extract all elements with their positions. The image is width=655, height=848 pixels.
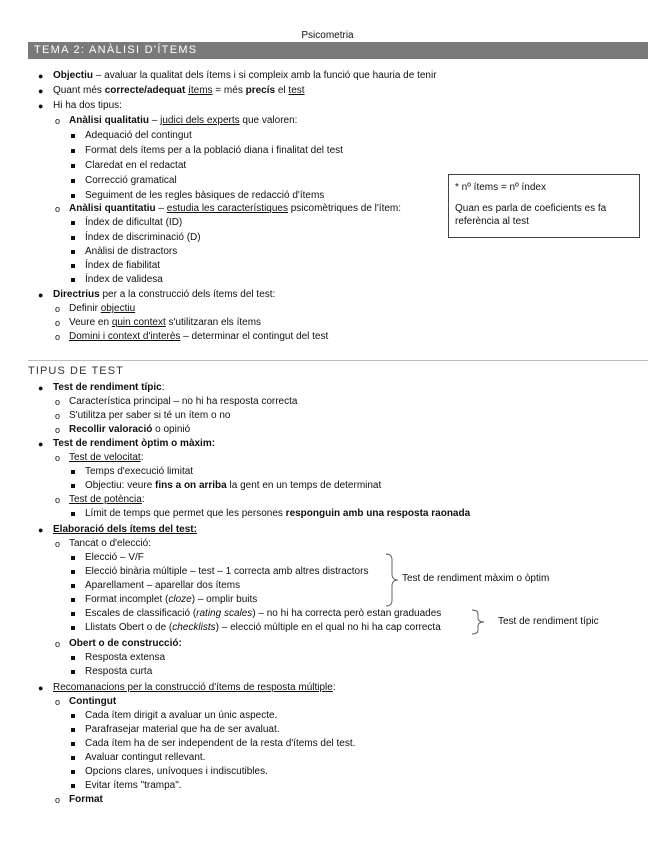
bullet <box>71 149 75 153</box>
bullet <box>71 236 75 240</box>
text-line: Característica principal – no hi ha resposta correcta <box>69 396 298 407</box>
text-line: Índex de fiabilitat <box>85 260 161 271</box>
text-line: Anàlisi de distractors <box>85 246 178 257</box>
text-line: Evitar ítems "trampa". <box>85 780 182 791</box>
bullet: o <box>55 425 61 435</box>
text-line: Elaboració dels ítems del test: <box>53 524 197 535</box>
bullet: ● <box>38 86 44 96</box>
text-line: Escales de classificació (rating scales) – no hi ha correcta però estan graduades <box>85 608 442 619</box>
bullet <box>71 484 75 488</box>
note-line: * nº ítems = nº índex <box>455 182 546 193</box>
text-line: Resposta curta <box>85 666 153 677</box>
text-line: Objectiu – avaluar la qualitat dels ítems i si compleix amb la funció que hauria de tenir <box>53 70 437 81</box>
bullet: o <box>55 116 61 126</box>
text-line: Anàlisi qualitatiu – judici dels experts que valoren: <box>69 115 298 126</box>
bullet <box>71 612 75 616</box>
bullet <box>71 756 75 760</box>
bullet: o <box>55 318 61 328</box>
bracket-label-typical: Test de rendiment típic <box>498 616 599 627</box>
text-line: Avaluar contingut rellevant. <box>85 752 206 763</box>
bullet <box>71 728 75 732</box>
bullet <box>71 470 75 474</box>
text-line: Veure en quin context s'utilitzaran els ítems <box>69 317 262 328</box>
text-line: Test de rendiment òptim o màxim: <box>53 438 216 449</box>
bullet: o <box>55 204 61 214</box>
bullet <box>71 670 75 674</box>
text-line: Seguiment de les regles bàsiques de redacció d'ítems <box>85 190 325 201</box>
bullet: ● <box>38 525 44 535</box>
text-line: Definir objectiu <box>69 303 136 314</box>
text-line: Índex de validesa <box>85 274 163 285</box>
text-line: Cada ítem dirigit a avaluar un únic aspecte. <box>85 710 278 721</box>
bullet <box>71 626 75 630</box>
text-line: Opcions clares, unívoques i indiscutibles. <box>85 766 268 777</box>
text-line: Parafrasejar material que ha de ser avaluat. <box>85 724 280 735</box>
text-line: Objectiu: veure fins a on arriba la gent en un temps de determinat <box>85 480 382 491</box>
bullet <box>71 656 75 660</box>
text-line: Límit de temps que permet que les persones responguin amb una resposta raonada <box>85 508 471 519</box>
bullet <box>71 570 75 574</box>
bullet <box>71 742 75 746</box>
bullet <box>71 179 75 183</box>
text-line: Tancat o d'elecció: <box>69 538 151 549</box>
text-line: Resposta extensa <box>85 652 166 663</box>
text-line: Adequació del contingut <box>85 130 192 141</box>
bracket-label-max: Test de rendiment màxim o òptim <box>402 573 550 584</box>
text-line: Quant més correcte/adequat ítems = més precís el test <box>53 85 305 96</box>
text-line: Recollir valoració o opinió <box>69 424 191 435</box>
text-line: Temps d'execució limitat <box>85 466 194 477</box>
bullet <box>71 584 75 588</box>
note-box <box>448 174 640 238</box>
text-line: Test de potència: <box>69 494 145 505</box>
bullet <box>71 714 75 718</box>
bullet <box>71 164 75 168</box>
text-line: Format <box>69 794 103 805</box>
text-line: Format dels ítems per a la població diana i finalitat del test <box>85 145 343 156</box>
note-line: Quan es parla de coeficients es fa referència al test <box>455 203 607 227</box>
text-line: Aparellament – aparellar dos ítems <box>85 580 241 591</box>
bullet <box>71 194 75 198</box>
text-line: Llistats Obert o de (checklists) – elecció múltiple en el qual no hi ha cap correcta <box>85 622 441 633</box>
text-line: Domini i context d'interès – determinar el contingut del test <box>69 331 329 342</box>
section-title: TIPUS DE TEST <box>28 360 648 377</box>
text-line: Test de rendiment típic: <box>53 382 165 393</box>
text-line: Índex de discriminació (D) <box>85 232 201 243</box>
text-line: Format incomplet (cloze) – omplir buits <box>85 594 258 605</box>
bullet: o <box>55 639 61 649</box>
bullet: ● <box>38 439 44 449</box>
text-line: Correcció gramatical <box>85 175 177 186</box>
text-line: Elecció – V/F <box>85 552 144 563</box>
bullet <box>71 250 75 254</box>
text-line: Índex de dificultat (ID) <box>85 217 183 228</box>
bullet: ● <box>38 383 44 393</box>
text-line: S'utilitza per saber si té un ítem o no <box>69 410 231 421</box>
text-line: Contingut <box>69 696 117 707</box>
text-line: Elecció binària múltiple – test – 1 correcta amb altres distractors <box>85 566 369 577</box>
text-line: Claredat en el redactat <box>85 160 187 171</box>
bullet <box>71 512 75 516</box>
bullet: ● <box>38 290 44 300</box>
text-line: Cada ítem ha de ser independent de la resta d'ítems del test. <box>85 738 356 749</box>
bullet: o <box>55 453 61 463</box>
brace-typical <box>470 608 486 636</box>
bullet <box>71 770 75 774</box>
bullet <box>71 598 75 602</box>
bullet: o <box>55 332 61 342</box>
text-line: Anàlisi quantitatiu – estudia les característiques psicomètriques de l'ítem: <box>69 203 402 214</box>
bullet: ● <box>38 101 44 111</box>
bullet: ● <box>38 71 44 81</box>
bullet: o <box>55 495 61 505</box>
bullet: o <box>55 795 61 805</box>
text-line: Recomanacions per la construcció d'ítems de resposta múltiple: <box>53 682 336 693</box>
bullet: o <box>55 411 61 421</box>
bullet: o <box>55 697 61 707</box>
bullet <box>71 278 75 282</box>
bullet <box>71 264 75 268</box>
bullet <box>71 221 75 225</box>
page-header: Psicometria <box>301 30 354 41</box>
section-banner: TEMA 2: ANÀLISI D'ÍTEMS <box>28 42 648 59</box>
text-line: Obert o de construcció: <box>69 638 182 649</box>
bullet <box>71 784 75 788</box>
bullet: o <box>55 539 61 549</box>
bullet: o <box>55 304 61 314</box>
text-line: Hi ha dos tipus: <box>53 100 122 111</box>
brace-max <box>384 552 400 608</box>
bullet <box>71 134 75 138</box>
text-line: Test de velocitat: <box>69 452 144 463</box>
bullet <box>71 556 75 560</box>
text-line: Directrius per a la construcció dels ítems del test: <box>53 289 276 300</box>
bullet: o <box>55 397 61 407</box>
bullet: ● <box>38 683 44 693</box>
